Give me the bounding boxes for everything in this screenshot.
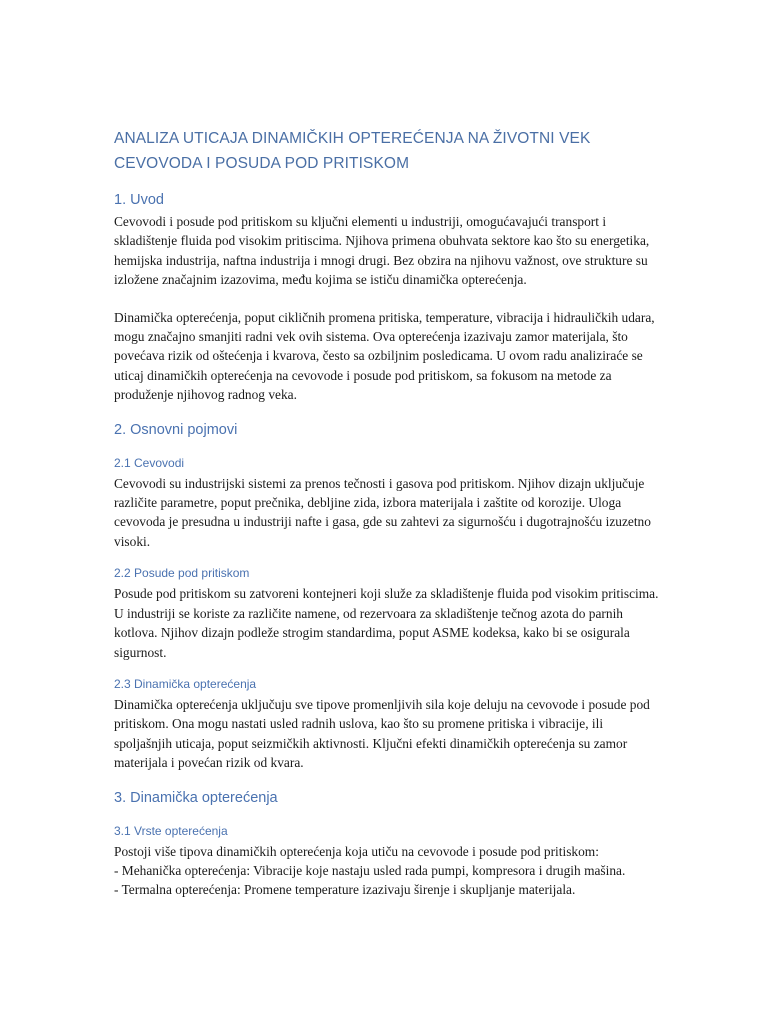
document-title: ANALIZA UTICAJA DINAMIČKIH OPTEREĆENJA NA ŽIVOTNI VEK CEVOVODA I POSUDA POD PRITISKOM [114, 130, 591, 172]
list-item: - Mehanička opterećenja: Vibracije koje nastaju usled rada pumpi, kompresora i drugih mašina. [114, 862, 626, 878]
paragraph: Cevovodi su industrijski sistemi za prenos tečnosti i gasova pod pritiskom. Njihov dizajn uključuje različite parametre, poput prečnika, debljine zida, izbora materijala i zaštite od korozije. Uloga cevovoda je presudna u industriji nafte i gasa, gde su zahtevi za sigurnošću i dugotrajnošću izuzetno visoki. [114, 475, 651, 549]
subsection-heading-cevovodi: 2.1 Cevovodi [114, 455, 185, 470]
subsection-heading-dinamicka: 2.3 Dinamička opterećenja [114, 676, 257, 691]
paragraph: Dinamička opterećenja uključuju sve tipove promenljivih sila koje deluju na cevovode i posude pod pritiskom. Ona mogu nastati usled radnih uslova, kao što su promene pritiska i vibracije, ili spoljašnjih uticaja, poput seizmičkih aktivnosti. Ključni efekti dinamičkih opterećenja su zamor materijala i povećan rizik od kvara. [114, 696, 650, 771]
section-heading-osnovni-pojmovi: 2. Osnovni pojmovi [114, 421, 238, 438]
paragraph: Posude pod pritiskom su zatvoreni kontejneri koji služe za skladištenje fluida pod visokim pritiscima. U industriji se koriste za različite namene, od rezervoara za skladištenje tečnog azota do parnih kotlova. Njihov dizajn podleže strogim standardima, poput ASME kodeksa, kako bi se osigurala sigurnost. [114, 586, 659, 660]
section-heading-uvod: 1. Uvod [114, 192, 164, 208]
subsection-heading-posude: 2.2 Posude pod pritiskom [114, 566, 250, 581]
paragraph: Cevovodi i posude pod pritiskom su ključni elementi u industriji, omogućavajući transport i skladištenje fluida pod visokim pritiscima. Njihova primena obuhvata sektore kao što su energetika, hemijska industrija, naftna industrija i mnogi drugi. Bez obzira na njihovu važnost, ove strukture su izložene značajnim izazovima, među kojima se ističu dinamička opterećenja. [114, 214, 650, 288]
section-heading-dinamicka-opterecenja: 3. Dinamička opterećenja [114, 789, 278, 806]
subsection-heading-vrste: 3.1 Vrste opterećenja [114, 823, 228, 838]
list-item: - Termalna opterećenja: Promene temperature izazivaju širenje i skupljanje materijala. [114, 882, 576, 898]
document-page [114, 126, 659, 900]
paragraph: Postoji više tipova dinamičkih opterećenja koja utiču na cevovode i posude pod pritiskom: [114, 843, 599, 859]
paragraph: Dinamička opterećenja, poput cikličnih promena pritiska, temperature, vibracija i hidrauličkih udara, mogu značajno smanjiti radni vek ovih sistema. Ova opterećenja izazivaju zamor materijala, što povećava rizik od oštećenja i kvarova, često sa ozbiljnim posledicama. U ovom radu analiziraće se uticaj dinamičkih opterećenja na cevovode i posude pod pritiskom, sa fokusom na metode za produženje njihovog radnog veka. [114, 309, 655, 403]
